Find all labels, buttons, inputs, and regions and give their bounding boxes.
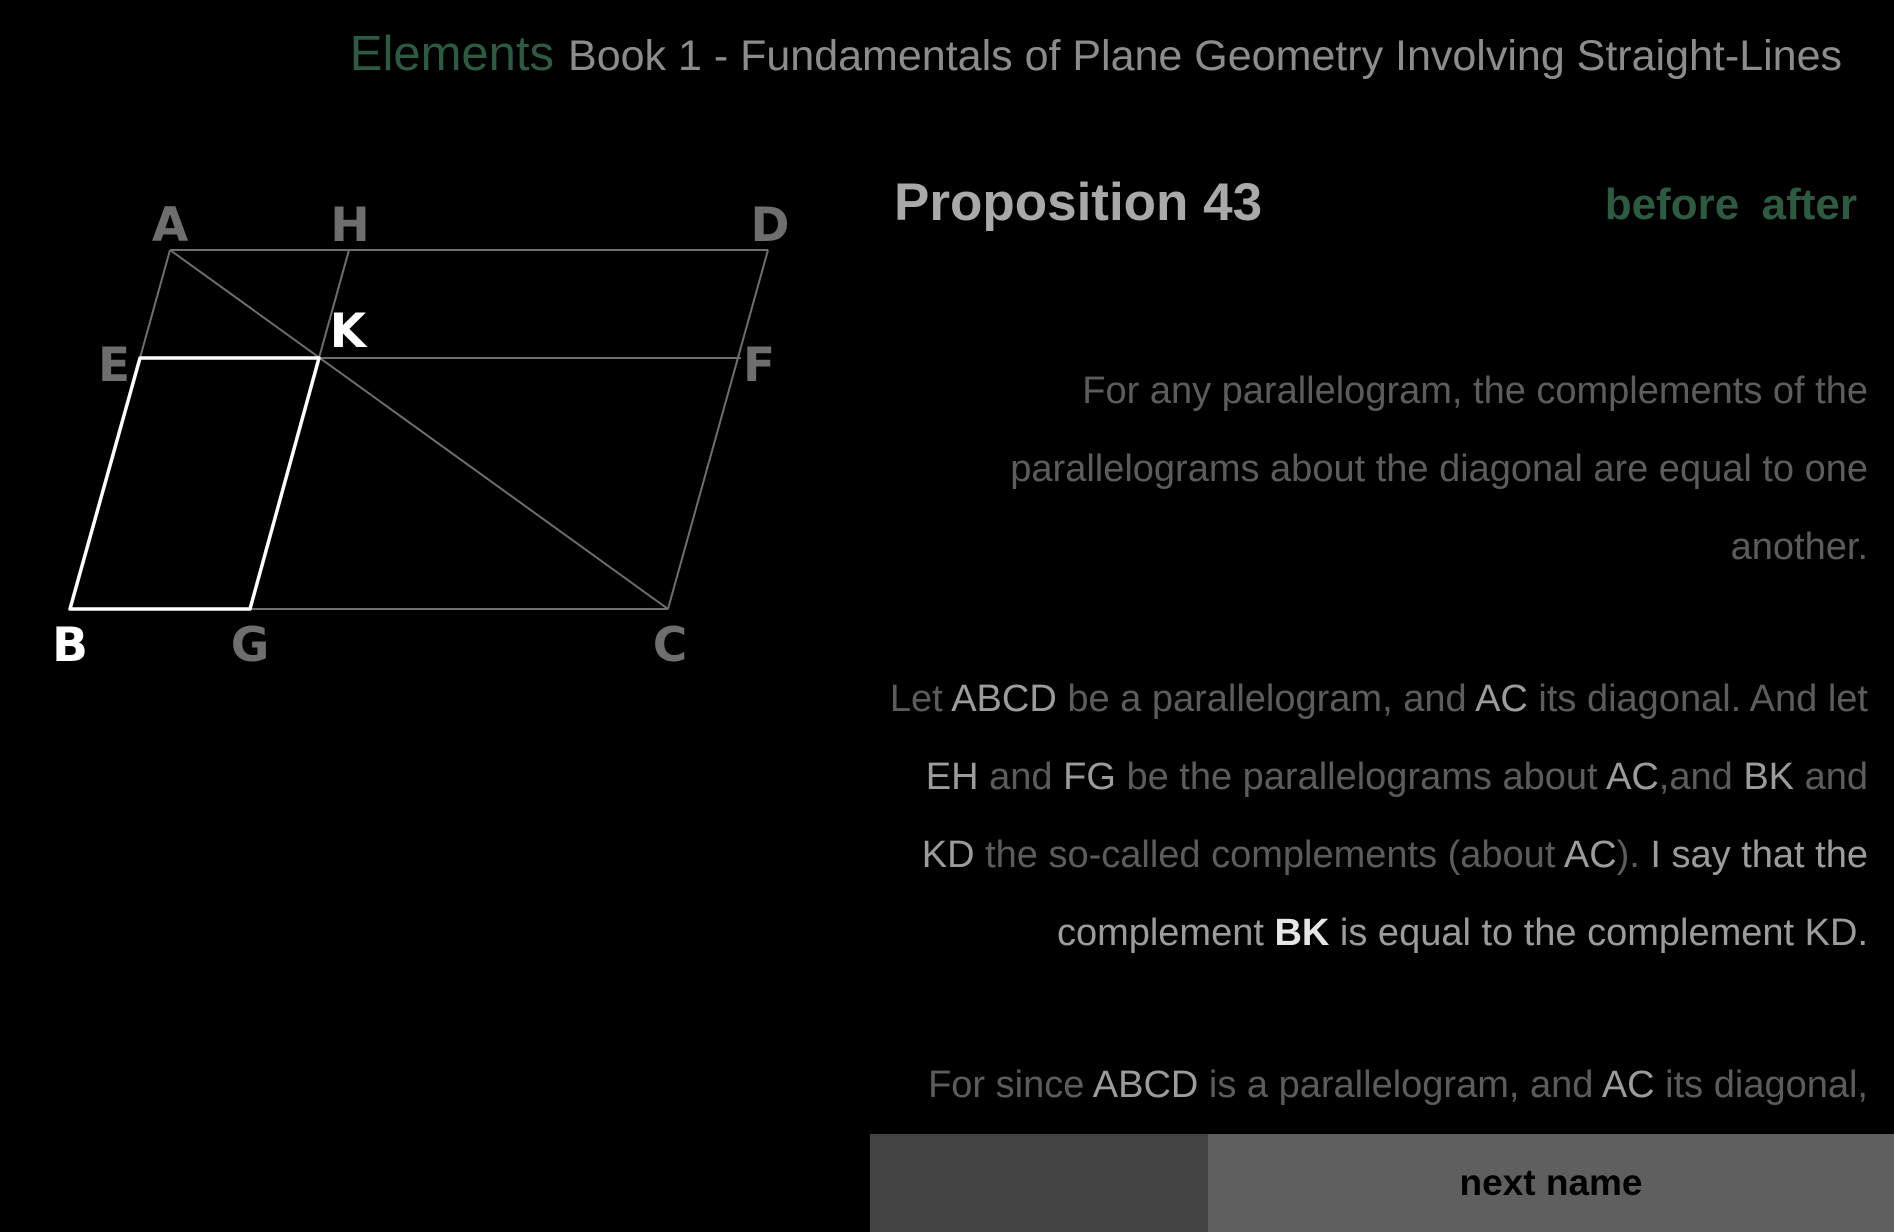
label-H: H xyxy=(330,198,370,253)
label-B: B xyxy=(52,618,88,673)
proof-text: is a parallelogram, and xyxy=(1198,1064,1602,1106)
claim-text: . xyxy=(1857,912,1868,954)
ref-BK-highlight: BK xyxy=(1274,912,1330,954)
ref-ABCD: ABCD xyxy=(951,678,1057,720)
enunciation: For any parallelogram, the complements of the parallelograms about the diagonal are equal to one another. xyxy=(1010,370,1868,568)
label-E: E xyxy=(97,338,131,393)
setup-text: be the parallelograms about xyxy=(1115,756,1606,798)
footer-bar xyxy=(870,1134,1894,1232)
label-K: K xyxy=(329,304,367,359)
brand-title[interactable]: Elements xyxy=(349,27,555,81)
proposition-text xyxy=(888,352,1868,1198)
complement-BK xyxy=(70,358,319,609)
label-A: A xyxy=(151,198,189,253)
claim-text: I say that the complement xyxy=(1056,834,1868,954)
setup-text: its diagonal. And let xyxy=(1527,678,1868,720)
diagonal-AC xyxy=(170,250,668,609)
claim-text: is equal to the complement xyxy=(1329,912,1805,954)
ref-ABCD: ABCD xyxy=(1092,1064,1199,1106)
footer-left-panel xyxy=(870,1134,1208,1232)
setup-paragraph xyxy=(888,660,1868,972)
ref-AC: AC xyxy=(1475,678,1528,720)
proof-text: For since xyxy=(928,1064,1093,1106)
setup-text: ). xyxy=(1616,834,1651,876)
setup-text: Let xyxy=(889,678,952,720)
setup-text: be a parallelogram, and xyxy=(1056,678,1476,720)
ref-AC: AC xyxy=(1606,756,1659,798)
line-AE xyxy=(140,250,170,358)
ref-AC: AC xyxy=(1601,1064,1655,1106)
geometry-diagram xyxy=(0,0,820,720)
before-link[interactable]: before xyxy=(1604,180,1740,229)
proposition-title: Proposition 43 xyxy=(894,173,1263,232)
label-D: D xyxy=(750,198,790,253)
after-link[interactable]: after xyxy=(1761,180,1857,229)
next-name-button[interactable]: next name xyxy=(1208,1134,1894,1232)
label-F: F xyxy=(742,338,776,393)
ref-KD: KD xyxy=(1804,912,1858,954)
label-G: G xyxy=(230,618,270,673)
setup-text: and xyxy=(978,756,1064,798)
ref-BK: BK xyxy=(1743,756,1795,798)
line-DC xyxy=(668,250,768,609)
book-title: Book 1 - Fundamentals of Plane Geometry Involving Straight-Lines xyxy=(568,32,1842,80)
setup-text: the so-called complements (about xyxy=(974,834,1564,876)
proposition-nav xyxy=(1587,180,1857,230)
label-C: C xyxy=(652,618,688,673)
proof-paragraph xyxy=(888,1046,1868,1124)
setup-text: and xyxy=(1794,756,1868,798)
ref-AC: AC xyxy=(1563,834,1617,876)
ref-FG: FG xyxy=(1063,756,1116,798)
setup-text: ,and xyxy=(1658,756,1744,798)
ref-EH: EH xyxy=(925,756,979,798)
ref-KD: KD xyxy=(921,834,975,876)
proof-text: its diagonal, xyxy=(1654,1064,1868,1106)
